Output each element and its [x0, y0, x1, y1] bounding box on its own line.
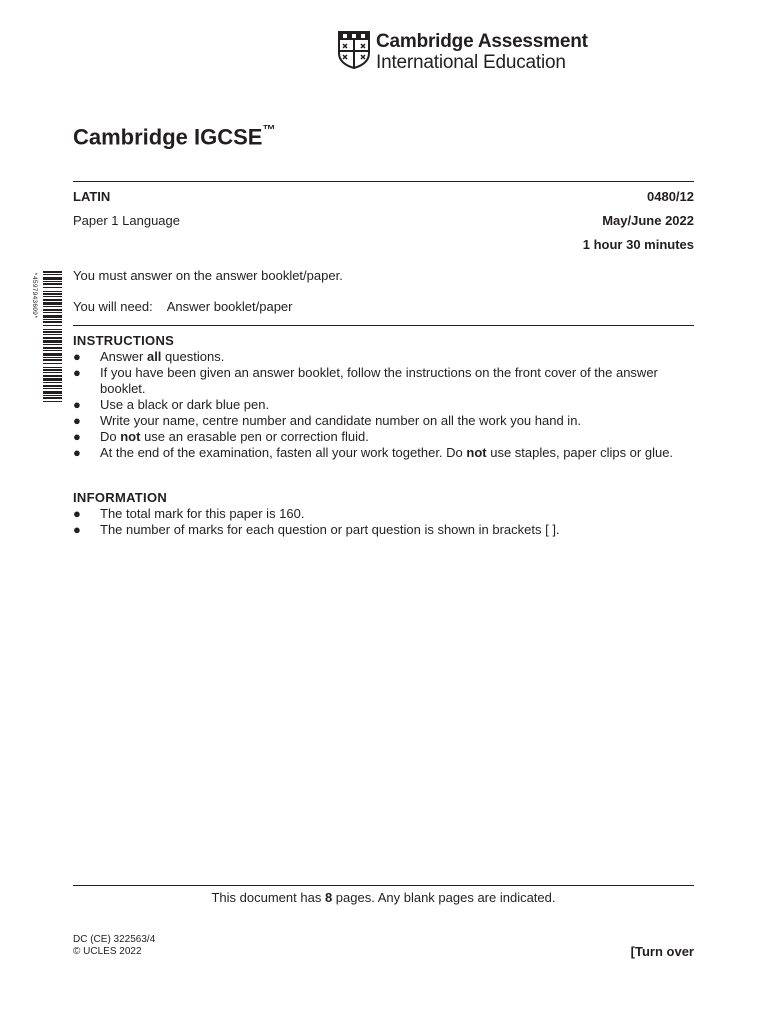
trademark-symbol: ™ — [262, 122, 276, 137]
list-item — [73, 397, 694, 413]
item-text: use staples, paper clips or glue. — [486, 445, 674, 460]
barcode-bar — [43, 353, 62, 356]
item-text: Write your name, centre number and candidate number on all the work you hand in. — [100, 413, 582, 428]
paper-name: Paper 1 Language — [73, 213, 180, 228]
barcode-bar — [43, 382, 62, 383]
barcode-bar — [43, 274, 62, 275]
page-count-note — [73, 890, 694, 905]
bullet-icon: ● — [73, 522, 81, 537]
copyright-notice: © UCLES 2022 — [73, 946, 142, 957]
item-text: Do — [100, 429, 121, 444]
list-item — [73, 365, 694, 397]
barcode-bar — [43, 299, 62, 301]
barcode-bar — [43, 372, 62, 373]
bullet-icon: ● — [73, 397, 81, 412]
page-count-pre: This document has — [211, 890, 325, 905]
barcode-bar — [43, 395, 62, 396]
header-rule-top — [73, 181, 694, 182]
logo-line-1: Cambridge Assessment — [376, 31, 588, 52]
need-value: Answer booklet/paper — [166, 299, 293, 314]
barcode-bar — [43, 340, 62, 343]
barcode-bar — [43, 291, 62, 292]
barcode-bar — [43, 296, 62, 297]
barcode-bar — [43, 321, 62, 323]
bullet-icon: ● — [73, 429, 81, 444]
item-text: The number of marks for each question or part question is shown in brackets [ ]. — [100, 522, 560, 537]
barcode-bar — [43, 325, 62, 326]
barcode-bar — [43, 388, 62, 389]
barcode-bar — [43, 401, 62, 402]
cambridge-logo — [338, 31, 588, 73]
item-text: Answer — [100, 349, 147, 364]
barcode-bar — [43, 357, 62, 358]
list-item — [73, 522, 694, 538]
paper-code: 0480/12 — [647, 189, 694, 204]
barcode-bar — [43, 319, 62, 320]
turn-over-label: [Turn over — [630, 944, 694, 959]
barcode-bar — [43, 287, 62, 288]
barcode-bar — [43, 293, 62, 295]
barcode-bar — [43, 363, 62, 364]
barcode-bar — [43, 283, 62, 285]
list-item — [73, 506, 694, 522]
barcode-bar — [43, 281, 62, 282]
barcode-bar — [43, 315, 62, 318]
list-item — [73, 413, 694, 429]
exam-session: May/June 2022 — [602, 213, 694, 228]
barcode-bar — [43, 344, 62, 345]
cambridge-crest-icon — [338, 31, 370, 69]
page-count-number: 8 — [324, 890, 333, 905]
instructions-section — [73, 333, 694, 461]
list-item — [73, 429, 694, 445]
barcode-bar — [43, 359, 62, 361]
barcode-bar — [43, 350, 62, 351]
answer-on-text: You must answer on the answer booklet/paper. — [73, 268, 343, 283]
bullet-icon: ● — [73, 365, 81, 380]
barcode-bar — [43, 385, 62, 387]
you-will-need — [73, 299, 293, 314]
emphasis-text: not — [120, 429, 141, 444]
barcode-bar — [43, 331, 62, 333]
barcode-bar — [43, 391, 62, 394]
bullet-icon: ● — [73, 413, 81, 428]
barcode-bar — [43, 329, 62, 330]
barcode-bars — [43, 271, 62, 402]
title-text: Cambridge IGCSE — [73, 124, 263, 150]
instructions-heading: INSTRUCTIONS — [73, 333, 175, 348]
barcode-bar — [43, 302, 62, 305]
information-heading: INFORMATION — [73, 490, 168, 505]
bullet-icon: ● — [73, 506, 81, 521]
item-text: Use a black or dark blue pen. — [100, 397, 270, 412]
emphasis-text: not — [466, 445, 487, 460]
document-code: DC (CE) 322563/4 — [73, 934, 156, 945]
barcode-bar — [43, 337, 62, 339]
item-text: The total mark for this paper is 160. — [100, 506, 305, 521]
need-label: You will need: — [73, 299, 153, 314]
barcode-bar — [43, 277, 62, 280]
information-section — [73, 490, 694, 538]
page-count-post: pages. Any blank pages are indicated. — [332, 890, 556, 905]
barcode-bar — [43, 312, 62, 313]
barcode-bar — [43, 397, 62, 399]
barcode-bar — [43, 271, 62, 273]
barcode-bar — [43, 306, 62, 307]
barcode-digits: *4597943609* — [31, 272, 38, 319]
item-text: questions. — [161, 349, 225, 364]
barcode-bar — [43, 367, 62, 368]
barcode-bar — [43, 378, 62, 381]
barcode-bar — [43, 309, 62, 311]
item-text: use an erasable pen or correction fluid. — [140, 429, 369, 444]
information-list — [73, 506, 694, 538]
page-title — [73, 124, 275, 150]
instructions-list — [73, 349, 694, 461]
item-text: If you have been given an answer booklet, follow the instructions on the front cover of the answer booklet. — [100, 365, 658, 396]
emphasis-text: all — [146, 349, 162, 364]
bullet-icon: ● — [73, 445, 81, 460]
instructions-rule — [73, 325, 694, 326]
bullet-icon: ● — [73, 349, 81, 364]
list-item — [73, 445, 694, 461]
subject-label: LATIN — [73, 189, 111, 204]
list-item — [73, 349, 694, 365]
barcode — [29, 271, 63, 406]
logo-line-2: International Education — [376, 52, 566, 73]
barcode-bar — [43, 347, 62, 349]
item-text: At the end of the examination, fasten all your work together. Do — [100, 445, 467, 460]
barcode-bar — [43, 334, 62, 335]
footer-rule — [73, 885, 694, 886]
exam-duration: 1 hour 30 minutes — [582, 237, 694, 252]
barcode-bar — [43, 375, 62, 377]
barcode-bar — [43, 369, 62, 371]
